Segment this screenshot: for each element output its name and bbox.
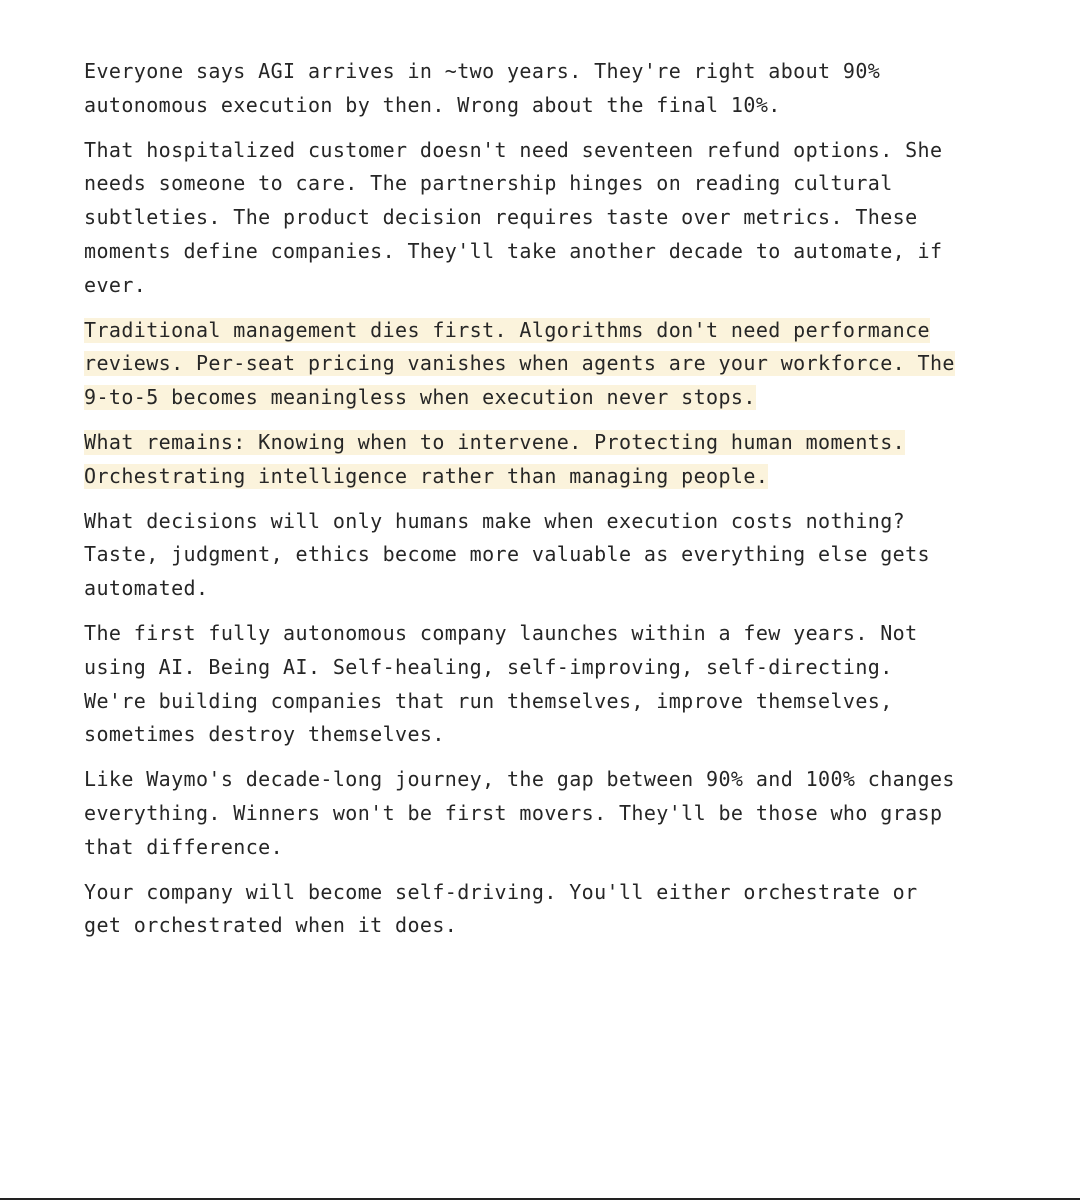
paragraph-text: What decisions will only humans make when execution costs nothing? Taste, judgment, ethics become more valuable as everything else gets automated. — [84, 508, 930, 601]
paragraph-text: Your company will become self-driving. You'll either orchestrate or get orchestrated when it does. — [84, 879, 918, 938]
highlighted-text: Traditional management dies first. Algorithms don't need performance reviews. Per-seat pricing vanishes when agents are your workforce. The 9-to-5 becomes meaningless when execution never stops. — [84, 317, 955, 410]
paragraph-text: Like Waymo's decade-long journey, the gap between 90% and 100% changes everything. Winners won't be first movers. They'll be those who grasp that difference. — [84, 767, 955, 859]
paragraph-conclusion — [84, 876, 1074, 944]
paragraph-what-remains — [84, 426, 1074, 494]
paragraph-management-dies — [84, 314, 1074, 415]
paragraph-human-moments — [84, 134, 1074, 303]
paragraph-intro — [84, 55, 1074, 123]
article-body — [84, 55, 1074, 954]
paragraph-text: The first fully autonomous company launches within a few years. Not using AI. Being AI. Self-healing, self-improving, self-directing. We're building companies that run themselves, improve themselves, sometimes destroy themselves. — [84, 620, 918, 747]
highlighted-text: What remains: Knowing when to intervene. Protecting human moments. Orchestrating intelligence rather than managing people. — [84, 429, 906, 488]
paragraph-decisions — [84, 505, 1074, 606]
paragraph-waymo — [84, 763, 1074, 864]
paragraph-text: That hospitalized customer doesn't need seventeen refund options. She needs someone to care. The partnership hinges on reading cultural subtleties. The product decision requires taste over metrics. These moments define companies. They'll take another decade to automate, if ever. — [84, 137, 943, 297]
paragraph-autonomous-company — [84, 617, 1074, 752]
paragraph-text: Everyone says AGI arrives in ~two years. They're right about 90% autonomous execution by then. Wrong about the final 10%. — [84, 59, 881, 117]
